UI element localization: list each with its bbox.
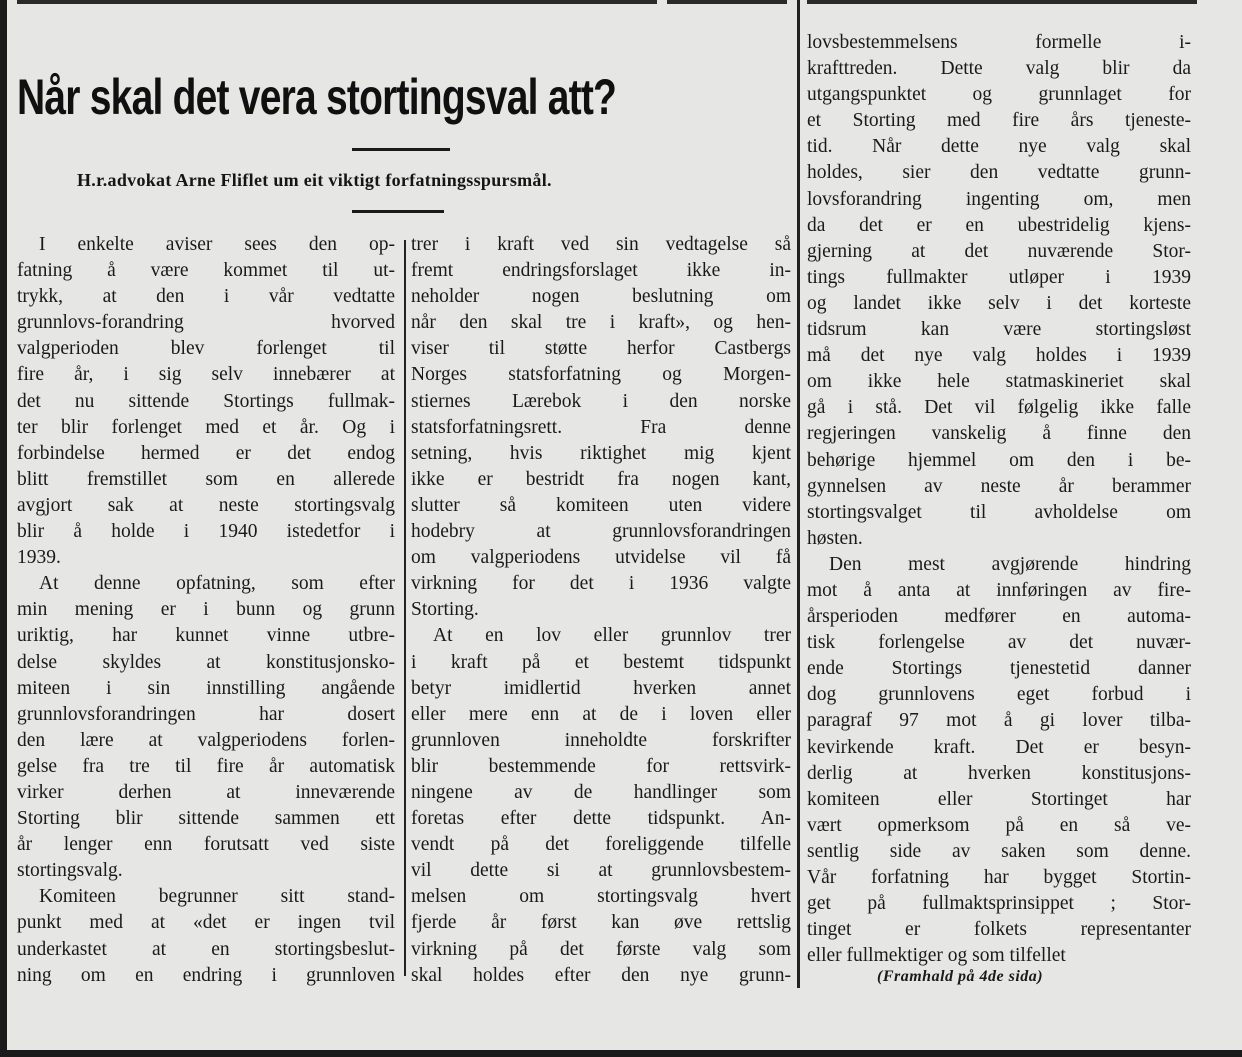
text-line: stortingsvalg.: [17, 860, 123, 882]
text-line: da det er en ubestridelig kjens-: [807, 214, 1191, 236]
text-line: At denne opfatning, som efter: [39, 573, 395, 595]
text-line: gjerning at det nuværende Stor-: [807, 240, 1191, 262]
text-line: skal holdes efter den nye grunn-: [411, 964, 791, 986]
text-line: virkning på det første valg som: [411, 938, 791, 960]
text-line: blir å holde i 1940 istedetfor i: [17, 521, 395, 543]
text-line: gynnelsen av neste år berammer: [807, 475, 1191, 497]
top-rule-left: [17, 0, 657, 4]
text-line: eller mere enn at de i loven eller: [411, 703, 791, 725]
text-line: tings fullmakter utløper i 1939: [807, 266, 1191, 288]
column-divider-left: [404, 240, 406, 976]
text-line: tinget er folkets representanter: [807, 919, 1191, 941]
text-line: ning om en endring i grunnloven: [17, 964, 395, 986]
text-line: når den skal tre i kraft», og hen-: [411, 312, 791, 334]
text-line: lovsforandring ingenting om, men: [807, 188, 1191, 210]
text-line: tidsrum kan være stortingsløst: [807, 319, 1191, 341]
text-line: om ikke hele statmaskineriet skal: [807, 371, 1191, 393]
text-line: grunnloven inneholdte forskrifter: [411, 729, 791, 751]
text-line: regjeringen vanskelig å finne den: [807, 423, 1191, 445]
text-line: delse skyldes at konstitusjonsko-: [17, 651, 395, 673]
text-line: statsforfatningsrett. Fra denne: [411, 416, 791, 438]
text-line: slutter så komiteen uten videre: [411, 494, 791, 516]
article-column-2: [411, 232, 791, 989]
text-line: må det nye valg holdes i 1939: [807, 345, 1191, 367]
text-line: underkastet at en stortingsbeslut-: [17, 938, 395, 960]
text-line: ikke er bestridt fra nogen kant,: [411, 468, 791, 490]
text-line: uriktig, har kunnet vinne utbre-: [17, 625, 395, 647]
text-line: fire år, i sig selv innebærer at: [17, 364, 395, 386]
text-line: vært opmerksom på en så ve-: [807, 814, 1191, 836]
text-line: hodebry at grunnlovsforandringen: [411, 521, 791, 543]
headline-rule: [352, 148, 450, 151]
text-line: Norges statsforfatning og Morgen-: [411, 364, 791, 386]
text-line: eller fullmektiger og som tilfellet: [807, 945, 1066, 967]
text-line: den lære at valgperiodens forlen-: [17, 729, 395, 751]
text-line: fatning å være kommet til ut-: [17, 260, 395, 282]
text-line: blitt fremstillet som en allerede: [17, 468, 395, 490]
text-line: miteen i sin innstilling angående: [17, 677, 395, 699]
text-line: komiteen eller Stortinget har: [807, 788, 1191, 810]
text-line: årsperioden medfører en automa-: [807, 606, 1191, 628]
text-line: det nu sittende Stortings fullmak-: [17, 390, 395, 412]
text-line: Storting blir sittende sammen ett: [17, 808, 395, 830]
text-line: punkt med at «det er ingen tvil: [17, 912, 395, 934]
text-line: stortingsvalget til avholdelse om: [807, 501, 1191, 523]
text-line: virkning for det i 1936 valgte: [411, 573, 791, 595]
text-line: krafttreden. Dette valg blir da: [807, 58, 1191, 80]
text-line: gelse fra tre til fire år automatisk: [17, 755, 395, 777]
text-line: avgjort sak at neste stortingsvalg: [17, 494, 395, 516]
text-line: 1939.: [17, 547, 61, 569]
text-line: år lenger enn forutsatt ved siste: [17, 834, 395, 856]
text-line: tisk forlengelse av det nuvær-: [807, 632, 1191, 654]
text-line: trykk, at den i vår vedtatte: [17, 286, 395, 308]
text-line: valgperioden blev forlenget til: [17, 338, 395, 360]
text-line: tid. Når dette nye valg skal: [807, 136, 1191, 158]
text-line: fremt endringsforslaget ikke in-: [411, 260, 791, 282]
text-line: dog grunnlovens eget forbud i: [807, 684, 1191, 706]
text-line: i kraft på et bestemt tidspunkt: [411, 651, 791, 673]
article-column-3: [807, 30, 1191, 969]
text-line: høsten.: [807, 527, 863, 549]
text-line: trer i kraft ved sin vedtagelse så: [411, 234, 791, 255]
text-line: sentlig side av saken som denne.: [807, 840, 1191, 862]
text-line: behørige hjemmel om den i be-: [807, 449, 1191, 471]
top-rule-right: [807, 0, 1197, 4]
headline: Når skal det vera stortingsval att?: [17, 69, 617, 125]
text-line: blir bestemmende for rettsvirk-: [411, 755, 791, 777]
text-line: gå i stå. Det vil følgelig ikke falle: [807, 397, 1191, 419]
text-line: om valgperiodens utvidelse vil få: [411, 547, 791, 569]
text-line: melsen om stortingsvalg hvert: [411, 886, 791, 908]
text-line: kevirkende kraft. Det er besyn-: [807, 736, 1191, 758]
text-line: derlig at hverken konstitusjons-: [807, 762, 1191, 784]
text-line: At en lov eller grunnlov trer: [433, 625, 791, 647]
text-line: ende Stortings tjenestetid danner: [807, 658, 1191, 680]
text-line: paragraf 97 mot å gi lover tilba-: [807, 710, 1191, 732]
byline-rule: [352, 210, 444, 213]
text-line: foretas efter dette tidspunkt. An-: [411, 808, 791, 830]
text-line: viser til støtte herfor Castbergs: [411, 338, 791, 360]
text-line: virker derhen at inneværende: [17, 781, 395, 803]
text-line: Komiteen begrunner sitt stand-: [39, 886, 395, 908]
text-line: mot å anta at innføringen av fire-: [807, 579, 1191, 601]
text-line: setning, hvis riktighet mig kjent: [411, 442, 791, 464]
text-line: neholder nogen beslutning om: [411, 286, 791, 308]
top-rule-middle: [667, 0, 787, 4]
text-line: I enkelte aviser sees den op-: [39, 234, 395, 255]
text-line: et Storting med fire års tjeneste-: [807, 110, 1191, 132]
text-line: Vår forfatning har bygget Stortin-: [807, 867, 1191, 888]
text-line: utgangspunktet og grunnlaget for: [807, 84, 1191, 106]
text-line: vil dette si at grunnlovsbestem-: [411, 860, 791, 882]
text-line: get på fullmaktsprinsippet ; Stor-: [807, 893, 1191, 915]
article-column-1: [17, 232, 395, 989]
text-line: stiernes Lærebok i den norske: [411, 390, 791, 412]
byline: H.r.advokat Arne Fliflet um eit viktigt forfatningsspursmål.: [77, 170, 552, 190]
text-line: vendt på det foreliggende tilfelle: [411, 834, 791, 856]
text-line: og landet ikke selv i det korteste: [807, 292, 1191, 314]
text-line: min mening er i bunn og grunn: [17, 599, 395, 621]
text-line: holdes, sier den vedtatte grunn-: [807, 162, 1191, 184]
text-line: forbindelse hermed er det endog: [17, 442, 395, 464]
text-line: fjerde år først kan øve rettslig: [411, 912, 791, 934]
text-line: grunnlovsforandringen har dosert: [17, 703, 395, 725]
text-line: Den mest avgjørende hindring: [829, 553, 1191, 575]
text-line: grunnlovs-forandring hvorved: [17, 312, 395, 334]
text-line: ningene av de handlinger som: [411, 781, 791, 803]
text-line: ter blir forlenget med et år. Og i: [17, 416, 395, 438]
continuation-note: (Framhald på 4de sida): [877, 968, 1044, 985]
text-line: betyr imidlertid hverken annet: [411, 677, 791, 699]
column-divider-right: [797, 0, 800, 988]
text-line: lovsbestemmelsens formelle i-: [807, 32, 1191, 53]
text-line: Storting.: [411, 599, 479, 621]
